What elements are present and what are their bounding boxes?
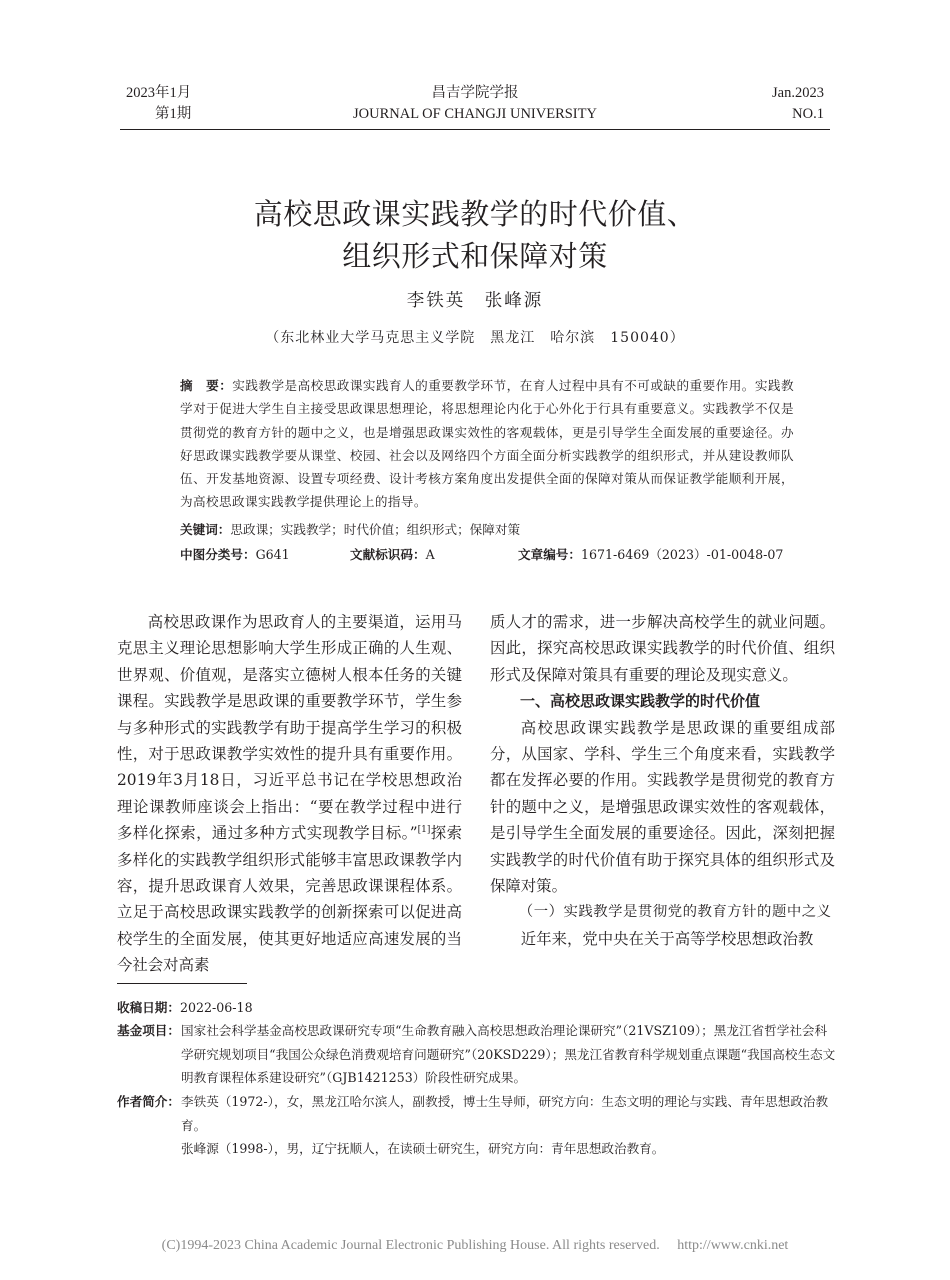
issue-date-en: Jan.2023 xyxy=(772,85,824,101)
doc-code-value: A xyxy=(425,547,435,562)
abstract-label: 摘 要： xyxy=(180,378,233,393)
running-header-issue-en xyxy=(772,83,824,125)
title-line-2: 组织形式和保障对策 xyxy=(342,239,608,273)
body-text: 高校思政课作为思政育人的主要渠道，运用马克思主义理论思想影响大学生形成正确的人生观、世界观、价值观，是落实立德树人根本任务的关键课程。实践教学是思政课的重要教学环节，学生参与多种形式的实践教学有助于提高学生学习的积极性，对于思政课教学实效性的提升具有重要作用。2019年3月18日，习近平总书记在学校思想政治理论课教师座谈会上指出：“要在教学过程中进行多样化探索，通过多种方式实现教学目标。” xyxy=(117,613,462,843)
received-label: 收稿日期： xyxy=(117,1000,180,1015)
affiliation: （东北林业大学马克思主义学院 黑龙江 哈尔滨 150040） xyxy=(265,330,685,346)
section-heading: 一、高校思政课实践教学的时代价值 xyxy=(520,692,761,711)
keywords-text: 思政课；实践教学；时代价值；组织形式；保障对策 xyxy=(230,522,521,537)
issue-number: 第1期 xyxy=(155,106,192,122)
running-header-journal xyxy=(300,83,650,125)
citation-ref: [1] xyxy=(417,825,431,836)
received-value: 2022-06-18 xyxy=(179,1000,253,1015)
article-no-value: 1671-6469（2023）-01-0048-07 xyxy=(580,547,784,562)
fund-value: 国家社会科学基金高校思政课研究专项“生命教育融入高校思想政治理论课研究”（21VSZ109）；黑龙江省哲学社会科学研究规划项目“我国公众绿色消费观培育问题研究”（20KSD229）；黑龙江省教育科学规划重点课题“我国高校生态文明教育课程体系建设研究”（GJB1421253）阶段性研究成果。 xyxy=(181,1023,836,1085)
issue-number-en: NO.1 xyxy=(792,106,824,122)
author-bio-1: 李铁英（1972-），女，黑龙江哈尔滨人，副教授，博士生导师，研究方向：生态文明的理论与实践、青年思想政治教育。 xyxy=(181,1094,829,1133)
body-paragraph: 高校思政课实践教学是思政课的重要组成部分，从国家、学科、学生三个角度来看，实践教学都在发挥必要的作用。实践教学是贯彻党的教育方针的题中之义，是增强思政课实效性的客观载体，是引导学生全面发展的重要途径。因此，深刻把握实践教学的时代价值有助于探究具体的组织形式及保障对策。 xyxy=(490,718,835,896)
doc-code-label: 文献标识码： xyxy=(350,547,426,562)
body-paragraph xyxy=(117,609,462,979)
keywords xyxy=(180,518,520,541)
footnote-received xyxy=(117,996,837,1020)
journal-name-en: JOURNAL OF CHANGJI UNIVERSITY xyxy=(353,106,597,122)
body-text: 探索多样化的实践教学组织形式能够丰富思政课教学内容，提升思政课育人效果，完善思政课课程体系。立足于高校思政课实践教学的创新探索可以促进高校学生的全面发展，使其更好地适应高速发展的当今社会对高素 xyxy=(117,824,462,975)
footnote-rule xyxy=(117,983,247,984)
running-header-issue xyxy=(126,83,191,125)
body-paragraph: 质人才的需求，进一步解决高校学生的就业问题。因此，探究高校思政课实践教学的时代价值、组织形式及保障对策具有重要的理论及现实意义。 xyxy=(490,613,835,684)
article-title xyxy=(120,193,830,277)
clc-value: G641 xyxy=(255,547,290,562)
fund-label: 基金项目： xyxy=(117,1023,180,1038)
clc-number xyxy=(180,543,290,566)
header-rule xyxy=(120,129,830,130)
footnote-authors xyxy=(117,1090,837,1161)
document-code xyxy=(350,543,435,566)
issue-date: 2023年1月 xyxy=(126,85,192,101)
author-label: 作者简介： xyxy=(117,1094,180,1109)
copyright-notice: (C)1994-2023 China Academic Journal Electronic Publishing House. All rights reserved. http://www.cnki.net xyxy=(161,1238,789,1253)
clc-label: 中图分类号： xyxy=(180,547,256,562)
authors: 李铁英 张峰源 xyxy=(406,291,544,311)
article-no-label: 文章编号： xyxy=(518,547,581,562)
keywords-label: 关键词： xyxy=(180,522,231,537)
title-line-1: 高校思政课实践教学的时代价值、 xyxy=(253,197,697,231)
article-number xyxy=(518,543,783,566)
subsection-heading: （一）实践教学是贯彻党的教育方针的题中之义 xyxy=(518,904,832,921)
abstract xyxy=(180,374,794,514)
body-paragraph: 近年来，党中央在关于高等学校思想政治教 xyxy=(520,929,814,948)
body-column-right xyxy=(490,609,835,952)
footnote-fund xyxy=(117,1019,837,1090)
body-column-left xyxy=(117,609,462,979)
journal-name-cn: 昌吉学院学报 xyxy=(431,85,519,101)
author-bio-2: 张峰源（1998-），男，辽宁抚顺人，在读硕士研究生，研究方向：青年思想政治教育。 xyxy=(181,1141,665,1156)
abstract-text: 实践教学是高校思政课实践育人的重要教学环节，在育人过程中具有不可或缺的重要作用。实践教学对于促进大学生自主接受思政课思想理论，将思想理论内化于心外化于行具有重要意义。实践教学不仅是贯彻党的教育方针的题中之义，也是增强思政课实效性的客观载体，更是引导学生全面发展的重要途径。办好思政课实践教学要从课堂、校园、社会以及网络四个方面全面分析实践教学的组织形式，并从建设教师队伍、开发基地资源、设置专项经费、设计考核方案角度出发提供全面的保障对策从而保证教学能顺利开展，为高校思政课实践教学提供理论上的指导。 xyxy=(180,378,794,510)
